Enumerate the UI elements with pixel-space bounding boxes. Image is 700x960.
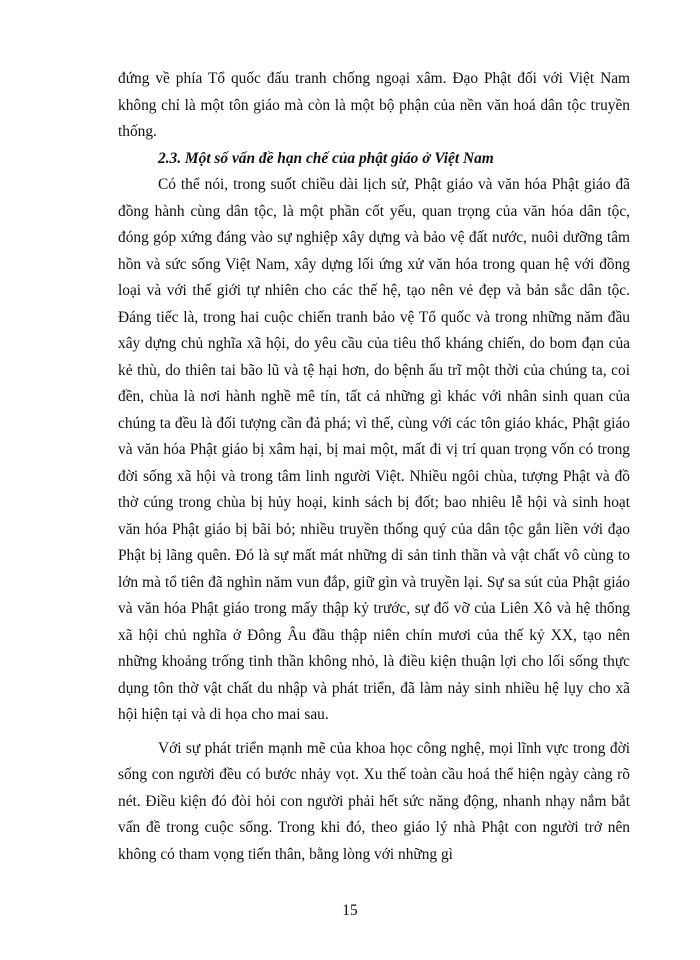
document-body [118,66,630,868]
page-number: 15 [342,902,358,919]
paragraph-continuation: đứng về phía Tổ quốc đấu tranh chống ngoại xâm. Đạo Phật đối với Việt Nam không chỉ là một tôn giáo mà còn là một bộ phận của nền văn hoá dân tộc truyền thống. [118,70,630,140]
section-heading: 2.3. Một số vấn đề hạn chế của phật giáo ở Việt Nam [158,149,494,167]
paragraph-1: Có thể nói, trong suốt chiều dài lịch sử, Phật giáo và văn hóa Phật giáo đã đồng hành cùng dân tộc, là một phần cốt yếu, quan trọng của văn hóa dân tộc, đóng góp xứng đáng vào sự nghiệp xây dựng và bảo vệ đất nước, nuôi dưỡng tâm hồn và sức sống Việt Nam, xây dựng lối ứng xử văn hóa trong quan hệ với đồng loại và với thế giới tự nhiên cho các thế hệ, tạo nên vẻ đẹp và bản sắc dân tộc. Đáng tiếc là, trong hai cuộc chiến tranh bảo vệ Tổ quốc và trong những năm đầu xây dựng chủ nghĩa xã hội, do yêu cầu của tiêu thổ kháng chiến, do bom đạn của kẻ thù, do thiên tai bão lũ và tệ hại hơn, do bệnh ấu trĩ một thời của chúng ta, coi đền, chùa là nơi hành nghề mê tín, tất cả những gì khác với nhân sinh quan của chúng ta đều là đối tượng cần đả phá; vì thế, cùng với các tôn giáo khác, Phật giáo và văn hóa Phật giáo bị xâm hại, bị mai một, mất đi vị trí quan trọng vốn có trong đời sống xã hội và trong tâm linh người Việt. Nhiều ngôi chùa, tượng Phật và đồ thờ cúng trong chùa bị hủy hoại, kinh sách bị đốt; bao nhiêu lễ hội và sinh hoạt văn hóa Phật giáo bị bãi bỏ; nhiều truyền thống quý của dân tộc gắn liền với đạo Phật bị lãng quên. Đó là sự mất mát những di sản tinh thần và vật chất vô cùng to lớn mà tổ tiên đã nghìn năm vun đắp, giữ gìn và truyền lại. Sự sa sút của Phật giáo và văn hóa Phật giáo trong mấy thập kỷ trước, sự đổ vỡ của Liên Xô và hệ thống xã hội chủ nghĩa ở Đông Âu đầu thập niên chín mươi của thế kỷ XX, tạo nên những khoảng trống tinh thần không nhỏ, là điều kiện thuận lợi cho lối sống thực dụng tôn thờ vật chất du nhập và phát triển, đã làm nảy sinh nhiều hệ lụy cho xã hội hiện tại và di họa cho mai sau. [118,176,630,723]
paragraph-2: Với sự phát triển mạnh mẽ của khoa học công nghệ, mọi lĩnh vực trong đời sống con người đều có bước nhảy vọt. Xu thế toàn cầu hoá thể hiện ngày càng rõ nét. Điều kiện đó đòi hỏi con người phải hết sức năng động, nhanh nhạy nắm bắt vấn đề trong cuộc sống. Trong khi đó, theo giáo lý nhà Phật con người trở nên không có tham vọng tiến thân, bằng lòng với những gì [118,739,630,863]
